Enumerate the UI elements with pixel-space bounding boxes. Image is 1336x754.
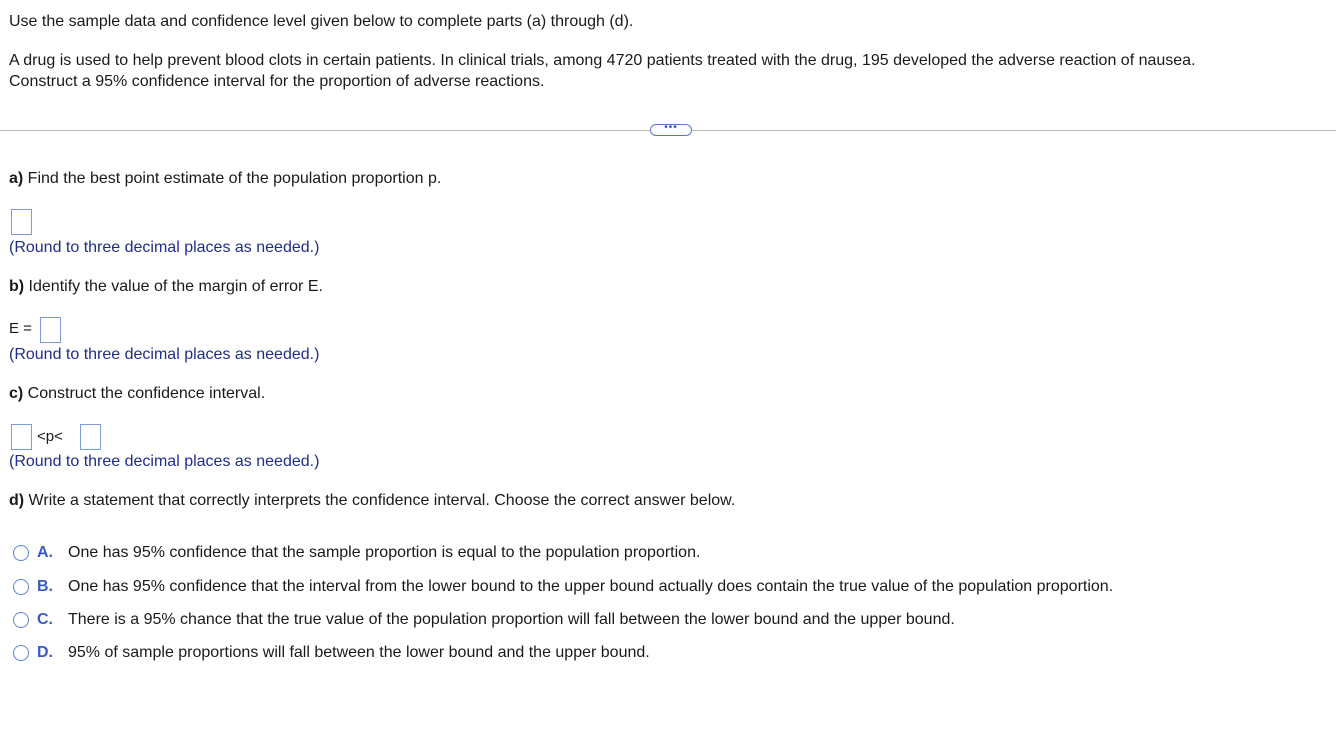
point-estimate-input[interactable]	[11, 209, 32, 235]
part-a-label: a)	[9, 170, 24, 187]
more-dots-icon: •••	[664, 122, 678, 133]
part-d-label: d)	[9, 492, 25, 509]
part-b-round-hint: (Round to three decimal places as needed.)	[9, 346, 320, 363]
option-a-letter: A.	[37, 544, 53, 561]
option-b-radio[interactable]	[13, 579, 29, 595]
option-c-radio[interactable]	[13, 612, 29, 628]
part-b-text: Identify the value of the margin of error E.	[24, 278, 323, 295]
margin-error-prefix: E =	[9, 320, 32, 337]
part-c-label: c)	[9, 385, 24, 402]
margin-of-error-input[interactable]	[40, 317, 61, 343]
option-d-radio[interactable]	[13, 645, 29, 661]
expand-question-button[interactable]	[650, 124, 692, 136]
part-c-round-hint: (Round to three decimal places as needed.)	[9, 453, 320, 470]
part-a-text: Find the best point estimate of the population proportion p.	[23, 170, 442, 187]
option-b-letter: B.	[37, 578, 53, 595]
instructions-text: Use the sample data and confidence level given below to complete parts (a) through (d).	[9, 13, 634, 30]
option-d-letter: D.	[37, 644, 53, 661]
part-c-text: Construct the confidence interval.	[23, 385, 266, 402]
part-d-prompt	[9, 491, 735, 511]
problem-statement-line-2: Construct a 95% confidence interval for the proportion of adverse reactions.	[9, 73, 545, 90]
option-a-text[interactable]: One has 95% confidence that the sample proportion is equal to the population proportion.	[68, 544, 701, 561]
option-c-letter: C.	[37, 611, 53, 628]
option-c-text[interactable]: There is a 95% chance that the true value of the population proportion will fall between the lower bound and the upper bound.	[68, 611, 955, 628]
option-d-text[interactable]: 95% of sample proportions will fall between the lower bound and the upper bound.	[68, 644, 650, 661]
upper-bound-input[interactable]	[80, 424, 101, 450]
part-b-label: b)	[9, 278, 25, 295]
part-a-prompt	[9, 169, 441, 189]
problem-statement-line-1: A drug is used to help prevent blood clots in certain patients. In clinical trials, among 4720 patients treated with the drug, 195 developed the adverse reaction of nausea.	[9, 52, 1196, 69]
interval-inequality-text: <p<	[37, 428, 63, 445]
lower-bound-input[interactable]	[11, 424, 32, 450]
part-c-prompt	[9, 384, 265, 404]
option-a-radio[interactable]	[13, 545, 29, 561]
part-d-text: Write a statement that correctly interprets the confidence interval. Choose the correct answer below.	[24, 492, 736, 509]
part-a-round-hint: (Round to three decimal places as needed.)	[9, 239, 320, 256]
option-b-text[interactable]: One has 95% confidence that the interval from the lower bound to the upper bound actually does contain the true value of the population proportion.	[68, 578, 1114, 595]
part-b-prompt	[9, 277, 323, 297]
